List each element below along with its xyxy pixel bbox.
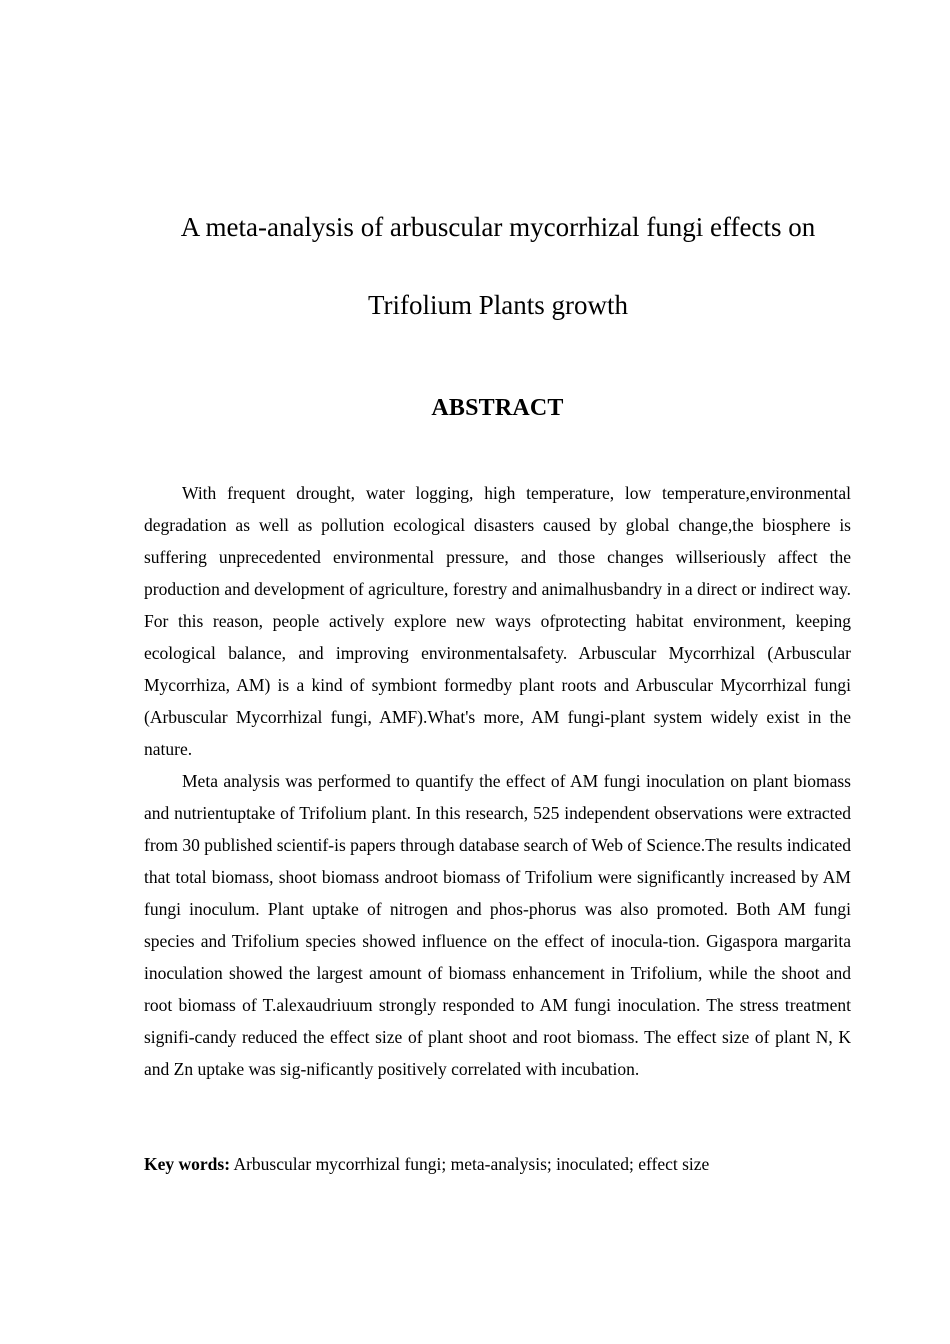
keywords <box>144 1148 851 1180</box>
abstract-paragraph-1: With frequent drought, water logging, high temperature, low temperature,environmental degradation as well as pollution ecological disasters caused by global change,the biosphere is suffering unprecedented environmental pressure, and those changes willseriously affect the production and development of agriculture, forestry and animalhusbandry in a direct or indirect way. For this reason, people actively explore new ways ofprotecting habitat environment, keeping ecological balance, and improving environmentalsafety. Arbuscular Mycorrhizal (Arbuscular Mycorrhiza, AM) is a kind of symbiont formedby plant roots and Arbuscular Mycorrhizal fungi (Arbuscular Mycorrhizal fungi, AMF).What's more, AM fungi-plant system widely exist in the nature. <box>144 483 851 759</box>
paper-title <box>60 188 936 344</box>
abstract-body <box>144 477 851 1085</box>
keywords-text: Arbuscular mycorrhizal fungi; meta-analysis; inoculated; effect size <box>230 1154 710 1174</box>
abstract-heading: ABSTRACT <box>431 395 564 421</box>
abstract-paragraph-2: Meta analysis was performed to quantify the effect of AM fungi inoculation on plant biomass and nutrientuptake of Trifolium plant. In this research, 525 independent observations were extracted from 30 published scientif-is papers through database search of Web of Science.The results indicated that total biomass, shoot biomass androot biomass of Trifolium were significantly increased by AM fungi inoculum. Plant uptake of nitrogen and phos-phorus was also promoted. Both AM fungi species and Trifolium species showed influence on the effect of inocula-tion. Gigaspora margarita inoculation showed the largest amount of biomass enhancement in Trifolium, while the shoot and root biomass of T.alexaudriuum strongly responded to AM fungi inoculation. The stress treatment signifi-candy reduced the effect size of plant shoot and root biomass. The effect size of plant N, K and Zn uptake was sig-nificantly positively correlated with incubation. <box>144 771 851 1079</box>
paper-title-line-1: A meta-analysis of arbuscular mycorrhizal fungi effects on <box>180 212 816 242</box>
paper-title-line-2: Trifolium Plants growth <box>367 290 629 320</box>
keywords-label: Key words: <box>144 1154 231 1174</box>
